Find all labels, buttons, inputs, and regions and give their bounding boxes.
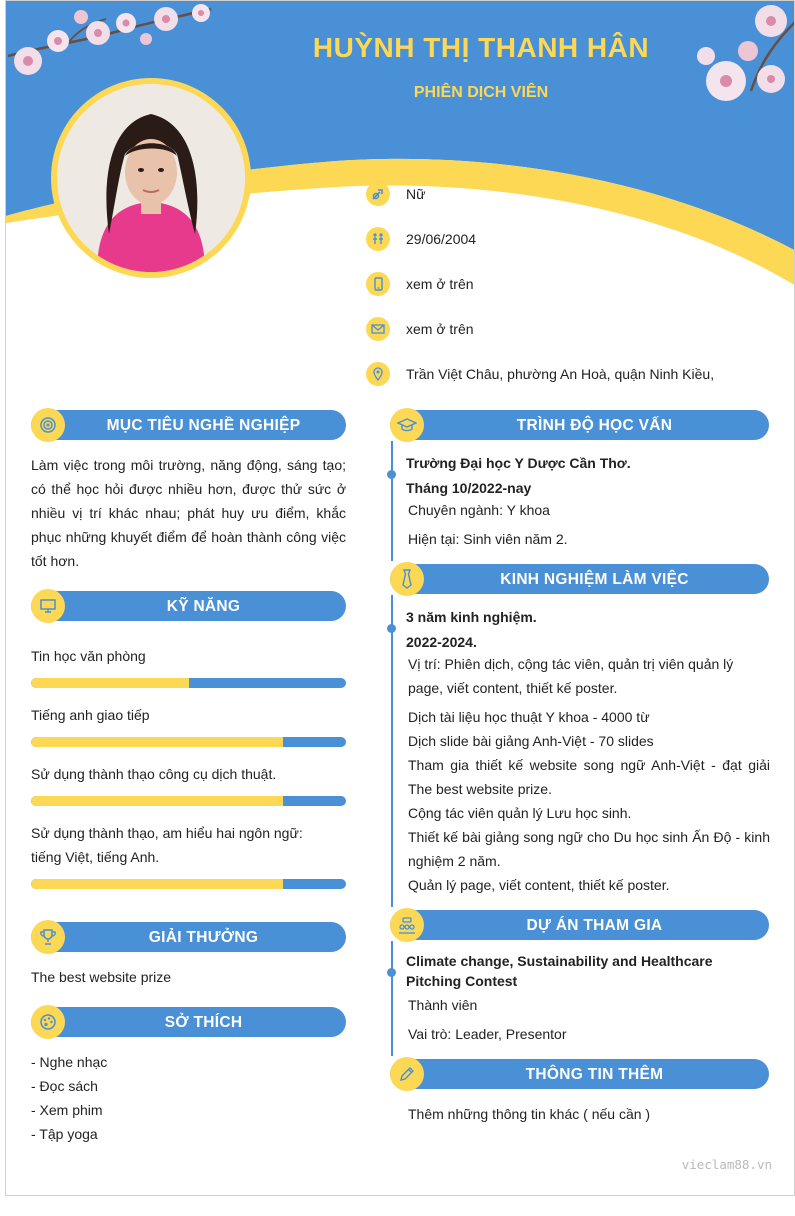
- section-objective-header: [31, 408, 346, 442]
- skill-name: Sử dụng thành thạo công cụ dịch thuật.: [31, 766, 277, 782]
- section-extra-title: THÔNG TIN THÊM: [525, 1066, 664, 1083]
- location-icon: [366, 362, 390, 386]
- hobby-item: - Xem phim: [31, 1102, 103, 1118]
- section-hobbies-header: [31, 1005, 346, 1039]
- contact-birthday-value: 29/06/2004: [406, 231, 477, 247]
- section-projects-header: [390, 908, 769, 942]
- job-title: PHIÊN DỊCH VIÊN: [413, 84, 549, 101]
- graduation-cap-icon: [390, 408, 424, 442]
- pencil-icon: [390, 1057, 424, 1091]
- skill-bar-fill: [31, 879, 283, 889]
- profile-photo: [57, 84, 245, 272]
- section-awards-title: GIẢI THƯỞNG: [148, 929, 259, 946]
- education-school: Trường Đại học Y Dược Cần Thơ.: [406, 455, 631, 471]
- skill-name: Tiếng anh giao tiếp: [31, 707, 150, 723]
- skill-bar-fill: [31, 737, 283, 747]
- skill-bar: [31, 796, 346, 806]
- extra-text: Thêm những thông tin khác ( nếu cần ): [408, 1106, 651, 1122]
- contact-email: [366, 315, 474, 343]
- education-major: Chuyên ngành: Y khoa: [408, 502, 550, 518]
- section-awards-header: [31, 920, 346, 954]
- timeline-line: [391, 595, 393, 907]
- contact-phone: [366, 270, 474, 298]
- section-projects-title: DỰ ÁN THAM GIA: [526, 917, 663, 934]
- team-icon: [390, 908, 424, 942]
- watermark: vieclam88.vn: [681, 1157, 772, 1172]
- contact-phone-value: xem ở trên: [406, 276, 474, 292]
- project-name: Climate change, Sustainability and Healthcare Pitching Contest: [406, 953, 713, 989]
- experience-role: Vị trí: Phiên dịch, cộng tác viên, quản trị viên quản lý page, viết content, thiết kế poster.: [408, 656, 734, 696]
- tie-icon: [390, 562, 424, 596]
- skill-bar-fill: [31, 678, 189, 688]
- contact-birthday: [366, 225, 476, 253]
- palette-icon: [31, 1005, 65, 1039]
- section-extra-header: [390, 1057, 769, 1091]
- skill-bar: [31, 678, 346, 688]
- experience-details: Dịch tài liệu học thuật Y khoa - 4000 từ Dịch slide bài giảng Anh-Việt - 70 slides Tham gia thiết kế website song ngữ Anh-Việt - đạt giải The best website prize. Cộng tác viên quản lý Lưu học sinh. Thiết kế bài giảng song ngữ cho Du học sinh Ấn Độ - kinh nghiệm 2 năm. Quản lý page, viết content, thiết kế poster.: [408, 709, 770, 893]
- trophy-icon: [31, 920, 65, 954]
- section-skills-header: [31, 589, 346, 623]
- timeline-dot: [387, 624, 396, 633]
- section-education-title: TRÌNH ĐỘ HỌC VẤN: [516, 417, 673, 434]
- section-experience-title: KINH NGHIỆM LÀM VIỆC: [500, 571, 689, 588]
- contact-gender: [366, 180, 425, 208]
- experience-period: 2022-2024.: [406, 634, 477, 650]
- phone-icon: [366, 272, 390, 296]
- contact-email-value: xem ở trên: [406, 321, 474, 337]
- section-objective-title: MỤC TIÊU NGHỀ NGHIỆP: [106, 417, 301, 434]
- objective-text: Làm việc trong môi trường, năng động, sáng tạo; có thể học hỏi được nhiều hơn, được thử sức ở nhiều vị trí khác nhau; phát huy ưu điểm, khắc phục những khuyết điểm để hoàn thành công việc tốt hơn.: [31, 457, 346, 569]
- timeline-dot: [387, 470, 396, 479]
- section-education-header: [390, 408, 769, 442]
- section-experience-header: [390, 562, 769, 596]
- award-text: The best website prize: [31, 969, 172, 985]
- education-status: Hiện tại: Sinh viên năm 2.: [408, 531, 568, 547]
- hobby-item: - Tập yoga: [31, 1126, 98, 1142]
- hobby-item: - Nghe nhạc: [31, 1054, 108, 1070]
- skill-name: Tin học văn phòng: [31, 648, 146, 664]
- timeline-line: [391, 441, 393, 561]
- contact-address-value: Trần Việt Châu, phường An Hoà, quận Ninh Kiều,: [406, 366, 715, 382]
- skill-bar: [31, 737, 346, 747]
- target-icon: [31, 408, 65, 442]
- timeline-line: [391, 941, 393, 1056]
- monitor-icon: [31, 589, 65, 623]
- email-icon: [366, 317, 390, 341]
- gender-icon: [366, 182, 390, 206]
- birthday-icon: [366, 227, 390, 251]
- project-role: Vai trò: Leader, Presentor: [408, 1026, 567, 1042]
- skill-bar: [31, 879, 346, 889]
- candidate-name: HUỲNH THỊ THANH HÂN: [312, 32, 650, 63]
- timeline-dot: [387, 968, 396, 977]
- profile-photo-frame: [51, 78, 251, 278]
- project-position: Thành viên: [408, 997, 478, 1013]
- skill-bar-fill: [31, 796, 283, 806]
- section-hobbies-title: SỞ THÍCH: [164, 1014, 243, 1031]
- contact-gender-value: Nữ: [406, 186, 426, 202]
- cv-page: [5, 0, 795, 1196]
- section-skills-title: KỸ NĂNG: [166, 598, 241, 615]
- experience-heading: 3 năm kinh nghiệm.: [406, 609, 537, 625]
- education-period: Tháng 10/2022-nay: [406, 480, 532, 496]
- skill-name: Sử dụng thành thạo, am hiểu hai ngôn ngữ: tiếng Việt, tiếng Anh.: [31, 825, 303, 865]
- contact-address: [366, 360, 714, 388]
- hobby-item: - Đọc sách: [31, 1078, 98, 1094]
